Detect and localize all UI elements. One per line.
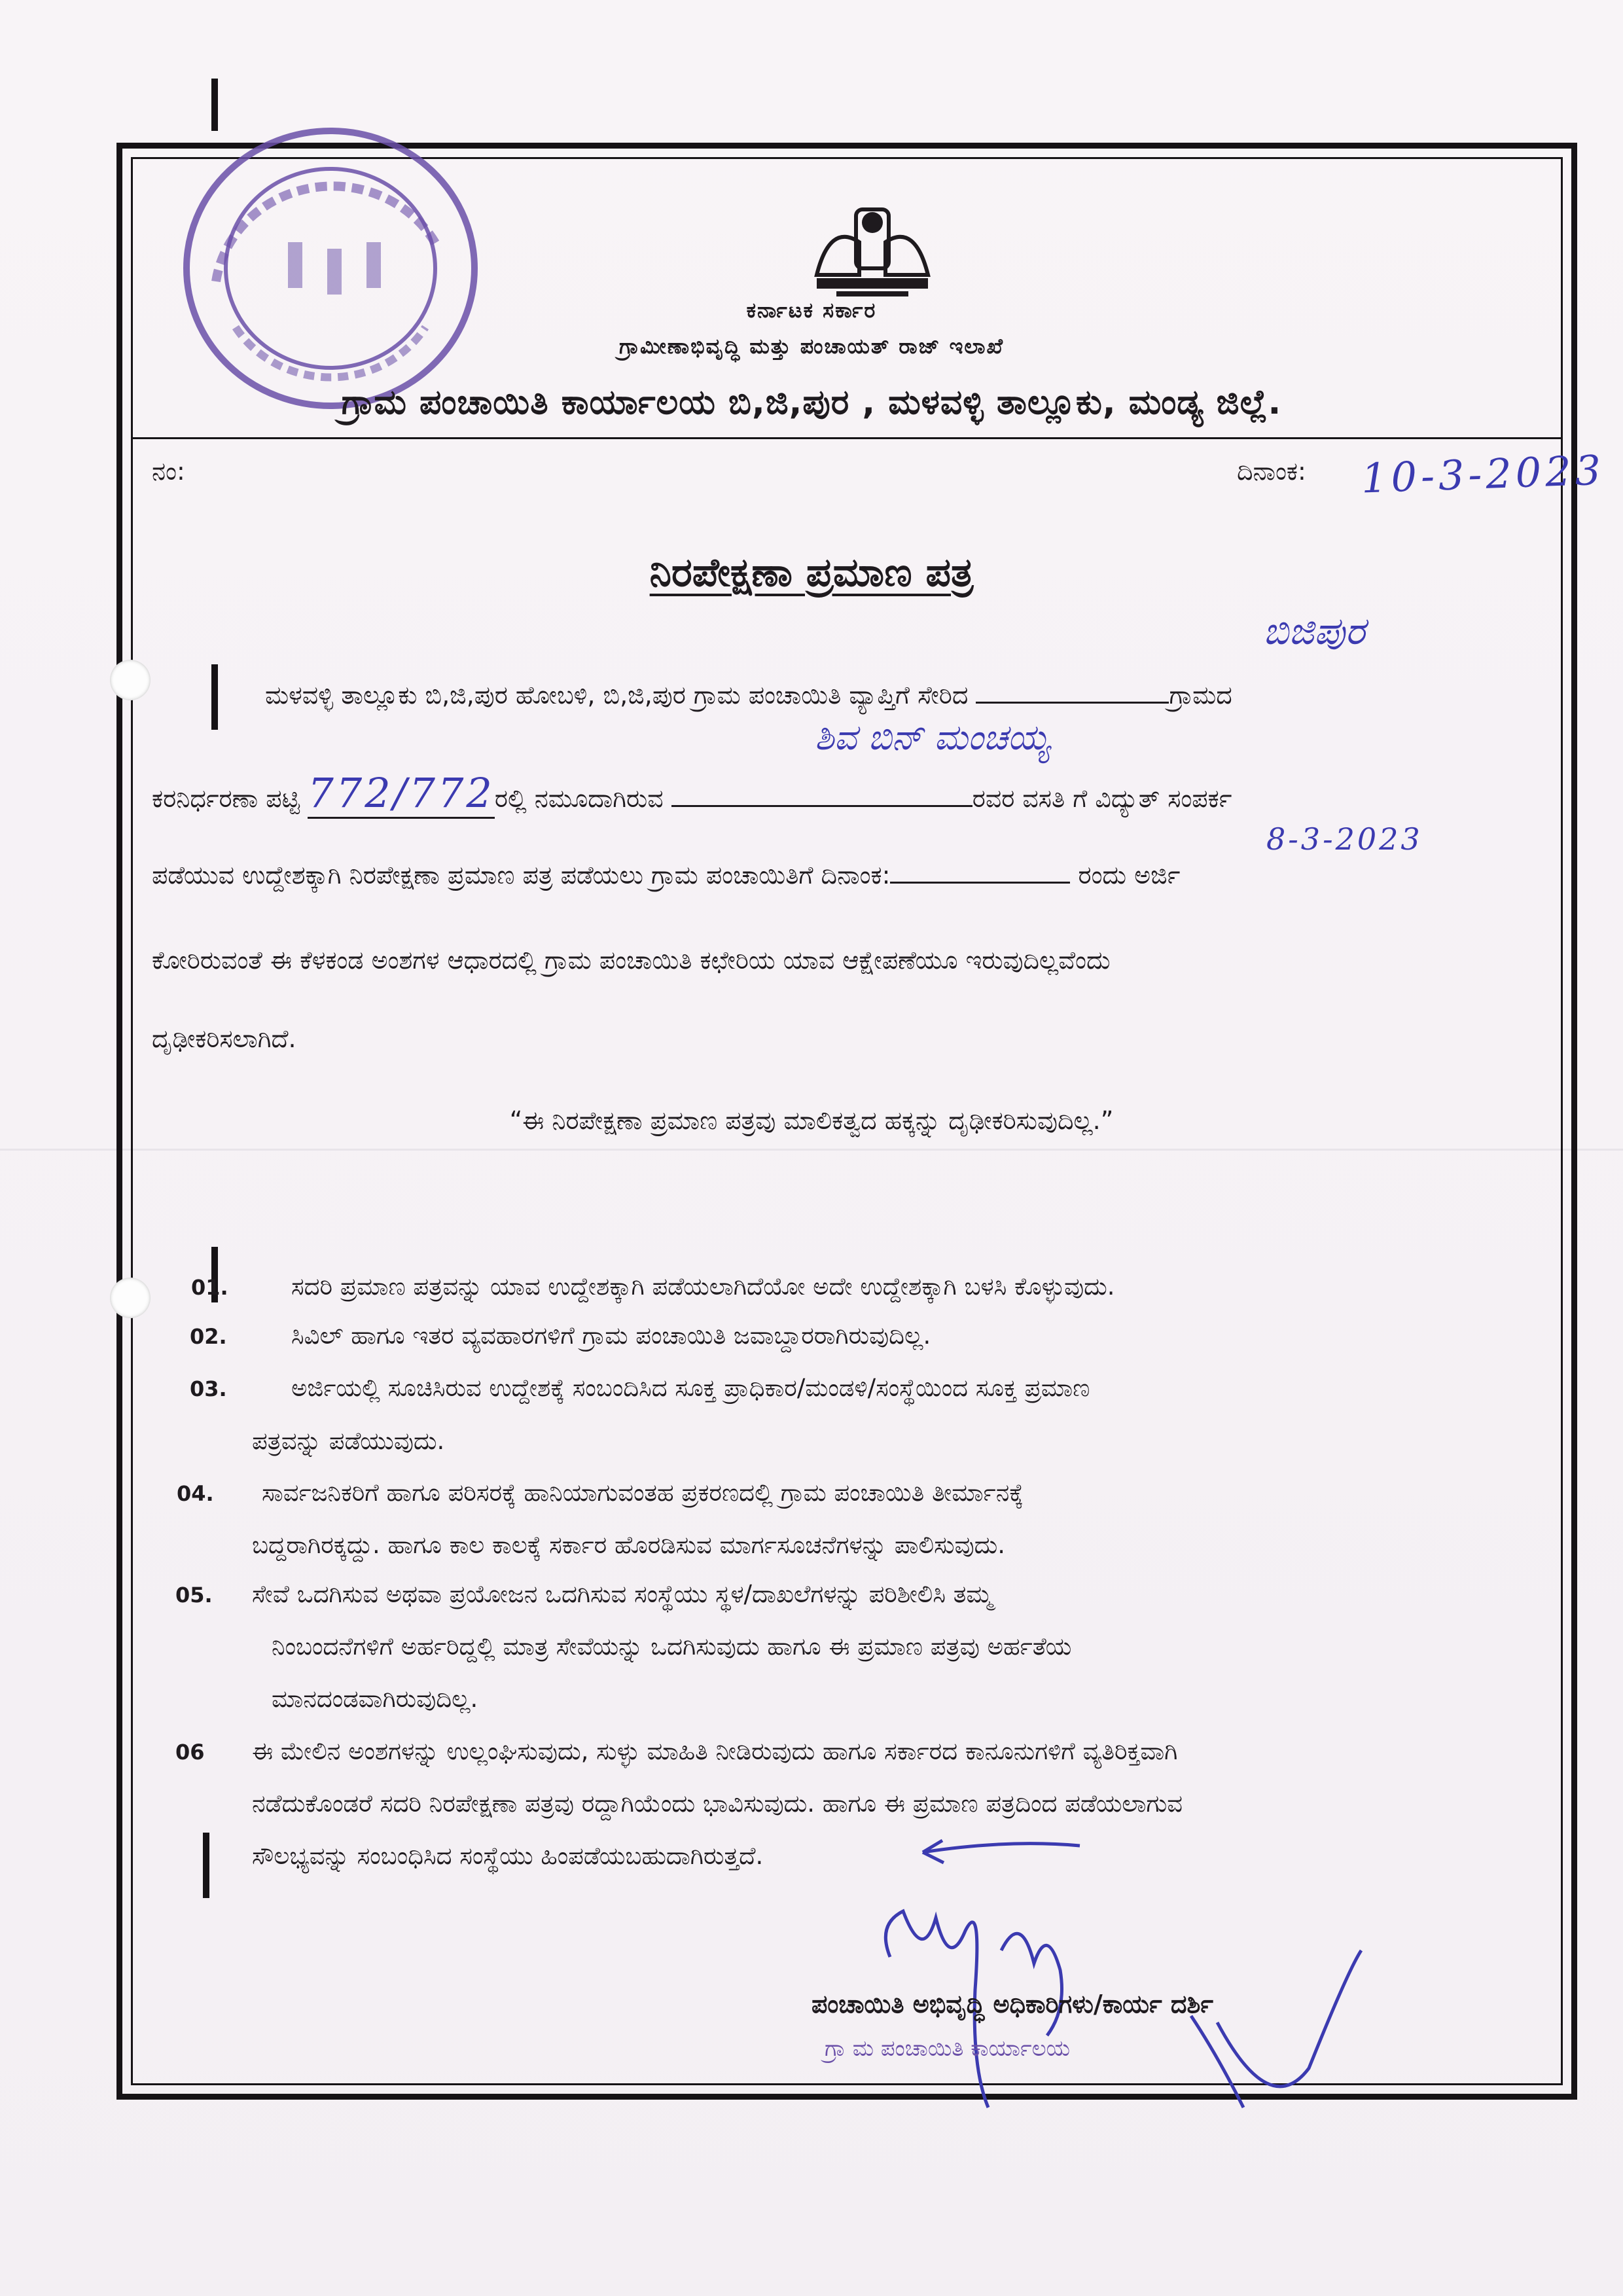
punch-hole xyxy=(110,660,151,700)
condition-text: ನಿಂಬಂದನೆಗಳಿಗೆ ಅರ್ಹರಿದ್ದಲ್ಲಿ ಮಾತ್ರ ಸೇವೆಯನ್ನು ಒದಗಿಸುವುದು ಹಾಗೂ ಈ ಪ್ರಮಾಣ ಪತ್ರವು ಅರ್ಹತೆಯ xyxy=(272,1632,1072,1660)
condition-number: 01. xyxy=(191,1275,228,1300)
header-divider xyxy=(131,437,1563,439)
date-handwritten: 10-3-2023 xyxy=(1360,446,1606,503)
signatory-designation: ಪಂಚಾಯಿತಿ ಅಭಿವೃದ್ಧಿ ಅಧಿಕಾರಿಗಳು/ಕಾರ್ಯ ದರ್ಶಿ xyxy=(812,1990,1213,2018)
condition-text: ನಡೆದುಕೊಂಡರೆ ಸದರಿ ನಿರಪೇಕ್ಷಣಾ ಪತ್ರವು ರದ್ದಾಗಿಯೆಂದು ಭಾವಿಸುವುದು. ಹಾಗೂ ಈ ಪ್ರಮಾಣ ಪತ್ರದಿಂದ ಪಡೆಯಲಾಗುವ xyxy=(252,1789,1183,1818)
disclaimer-quote: “ಈ ನಿರಪೇಕ್ಷಣಾ ಪ್ರಮಾಣ ಪತ್ರವು ಮಾಲಿಕತ್ವದ ಹಕ್ಕನ್ನು ದೃಢೀಕರಿಸುವುದಿಲ್ಲ.” xyxy=(509,1106,1114,1135)
punch-hole xyxy=(110,1278,151,1318)
date-blank xyxy=(890,882,1070,884)
condition-text: ಸೌಲಭ್ಯವನ್ನು ಸಂಬಂಧಿಸಿದ ಸಂಸ್ಥೆಯು ಹಿಂಪಡೆಯಬಹುದಾಗಿರುತ್ತದೆ. xyxy=(252,1842,764,1870)
condition-text: ಸಾರ್ವಜನಿಕರಿಗೆ ಹಾಗೂ ಪರಿಸರಕ್ಕೆ ಹಾನಿಯಾಗುವಂತಹ ಪ್ರಕರಣದಲ್ಲಿ ಗ್ರಾಮ ಪಂಚಾಯಿತಿ ತೀರ್ಮಾನಕ್ಕೆ xyxy=(262,1479,1024,1507)
body-line-4: ಕೋರಿರುವಂತೆ ಈ ಕೆಳಕಂಡ ಅಂಶಗಳ ಆಧಾರದಲ್ಲಿ ಗ್ರಾಮ ಪಂಚಾಯಿತಿ ಕಛೇರಿಯ ಯಾವ ಆಕ್ಷೇಪಣೆಯೂ ಇರುವುದಿಲ್ಲವೆಂದು xyxy=(152,946,1111,975)
condition-text: ಬದ್ದರಾಗಿರಕ್ಕದ್ದು. ಹಾಗೂ ಕಾಲ ಕಾಲಕ್ಕೆ ಸರ್ಕಾರ ಹೊರಡಿಸುವ ಮಾರ್ಗಸೂಚನೆಗಳನ್ನು ಪಾಲಿಸುವುದು. xyxy=(252,1531,1006,1559)
document-title: ನಿರಪೇಕ್ಷಣಾ ಪ್ರಮಾಣ ಪತ್ರ xyxy=(649,550,974,596)
condition-number: 04. xyxy=(177,1481,214,1506)
applicant-name-handwritten: ಶಿವ ಬಿನ್ ಮಂಚಯ್ಯ xyxy=(815,717,1050,758)
body-line-2: ಕರನಿರ್ಧರಣಾ ಪಟ್ಟಿ 772/772ರಲ್ಲಿ ನಮೂದಾಗಿರುವ ರವರ ವಸತಿ ಗೆ ವಿದ್ಯುತ್ ಸಂಪರ್ಕ xyxy=(152,769,1575,817)
application-date-handwritten: 8-3-2023 xyxy=(1266,821,1423,857)
condition-text: ಪತ್ರವನ್ನು ಪಡೆಯುವುದು. xyxy=(252,1427,445,1455)
condition-text: ಅರ್ಜಿಯಲ್ಲಿ ಸೂಚಿಸಿರುವ ಉದ್ದೇಶಕ್ಕೆ ಸಂಬಂದಿಸಿದ ಸೂಕ್ತ ಪ್ರಾಧಿಕಾರ/ಮಂಡಳಿ/ಸಂಸ್ಥೆಯಿಂದ ಸೂಕ್ತ ಪ್ರಮಾಣ xyxy=(291,1374,1090,1402)
condition-number: 06 xyxy=(175,1740,205,1765)
department-name: ಗ್ರಾಮೀಣಾಭಿವೃದ್ಧಿ ಮತ್ತು ಪಂಚಾಯತ್ ರಾಜ್ ಇಲಾಖೆ xyxy=(618,334,1005,359)
condition-number: 03. xyxy=(190,1376,227,1401)
name-blank xyxy=(671,805,972,807)
village-handwritten: ಬಿಜಿಪುರ xyxy=(1263,609,1365,653)
condition-text: ಮಾನದಂಡವಾಗಿರುವುದಿಲ್ಲ. xyxy=(272,1685,478,1713)
office-name: ಗ್ರಾಮ ಪಂಚಾಯಿತಿ ಕಾರ್ಯಾಲಯ ಬಿ,ಜಿ,ಪುರ , ಮಳವಳ್ಳಿ ತಾಲ್ಲೂಕು, ಮಂಡ್ಯ ಜಿಲ್ಲೆ. xyxy=(341,383,1282,422)
margin-tick xyxy=(211,664,218,730)
state-name: ಕರ್ನಾಟಕ ಸರ್ಕಾರ xyxy=(746,298,877,323)
condition-text: ಈ ಮೇಲಿನ ಅಂಶಗಳನ್ನು ಉಲ್ಲಂಘಿಸುವುದು, ಸುಳ್ಳು ಮಾಹಿತಿ ನೀಡಿರುವುದು ಹಾಗೂ ಸರ್ಕಾರದ ಕಾನೂನುಗಳಿಗೆ ವ್ಯತಿರಿಕ್ತವಾಗಿ xyxy=(252,1737,1178,1765)
condition-text: ಸೇವೆ ಒದಗಿಸುವ ಅಥವಾ ಪ್ರಯೋಜನ ಒದಗಿಸುವ ಸಂಸ್ಥೆಯು ಸ್ಥಳ/ದಾಖಲೆಗಳನ್ನು ಪರಿಶೀಲಿಸಿ ತಮ್ಮ xyxy=(252,1580,993,1608)
assessment-number-handwritten: 772/772 xyxy=(308,769,495,819)
pen-arrow-mark xyxy=(916,1826,1086,1865)
village-blank xyxy=(976,702,1169,704)
body-line-3: ಪಡೆಯುವ ಉದ್ದೇಶಕ್ಕಾಗಿ ನಿರಪೇಕ್ಷಣಾ ಪ್ರಮಾಣ ಪತ್ರ ಪಡೆಯಲು ಗ್ರಾಮ ಪಂಚಾಯಿತಿಗೆ ದಿನಾಂಕ: ರಂದು ಅರ್ಜಿ xyxy=(152,861,1181,889)
margin-tick xyxy=(203,1833,209,1898)
condition-text: ಸದರಿ ಪ್ರಮಾಣ ಪತ್ರವನ್ನು ಯಾವ ಉದ್ದೇಶಕ್ಕಾಗಿ ಪಡೆಯಲಾಗಿದೆಯೋ ಅದೇ ಉದ್ದೇಶಕ್ಕಾಗಿ ಬಳಸಿ ಕೊಳ್ಳುವುದು. xyxy=(291,1272,1115,1300)
reference-number-label: ನಂ: xyxy=(152,457,185,486)
body-line-1: ಮಳವಳ್ಳಿ ತಾಲ್ಲೂಕು ಬಿ,ಜಿ,ಪುರ ಹೋಬಳಿ, ಬಿ,ಜಿ,ಪುರ ಗ್ರಾಮ ಪಂಚಾಯಿತಿ ವ್ಯಾಪ್ತಿಗೆ ಸೇರಿದ ಗ್ರಾಮದ xyxy=(265,681,1232,709)
date-label: ದಿನಾಂಕ: xyxy=(1237,457,1306,486)
office-seal-stamp xyxy=(177,118,484,419)
signature-stamp-line: ಗ್ರಾ ಮ ಪಂಚಾಯಿತಿ ಕಾರ್ಯಾಲಯ xyxy=(825,2036,1071,2062)
condition-text: ಸಿವಿಲ್ ಹಾಗೂ ಇತರ ವ್ಯವಹಾರಗಳಿಗೆ ಗ್ರಾಮ ಪಂಚಾಯಿತಿ ಜವಾಬ್ದಾರರಾಗಿರುವುದಿಲ್ಲ. xyxy=(291,1321,931,1350)
condition-number: 02. xyxy=(190,1324,227,1349)
condition-number: 05. xyxy=(175,1583,213,1607)
karnataka-emblem xyxy=(804,196,941,301)
body-line-5: ದೃಢೀಕರಿಸಲಾಗಿದೆ. xyxy=(152,1024,296,1053)
